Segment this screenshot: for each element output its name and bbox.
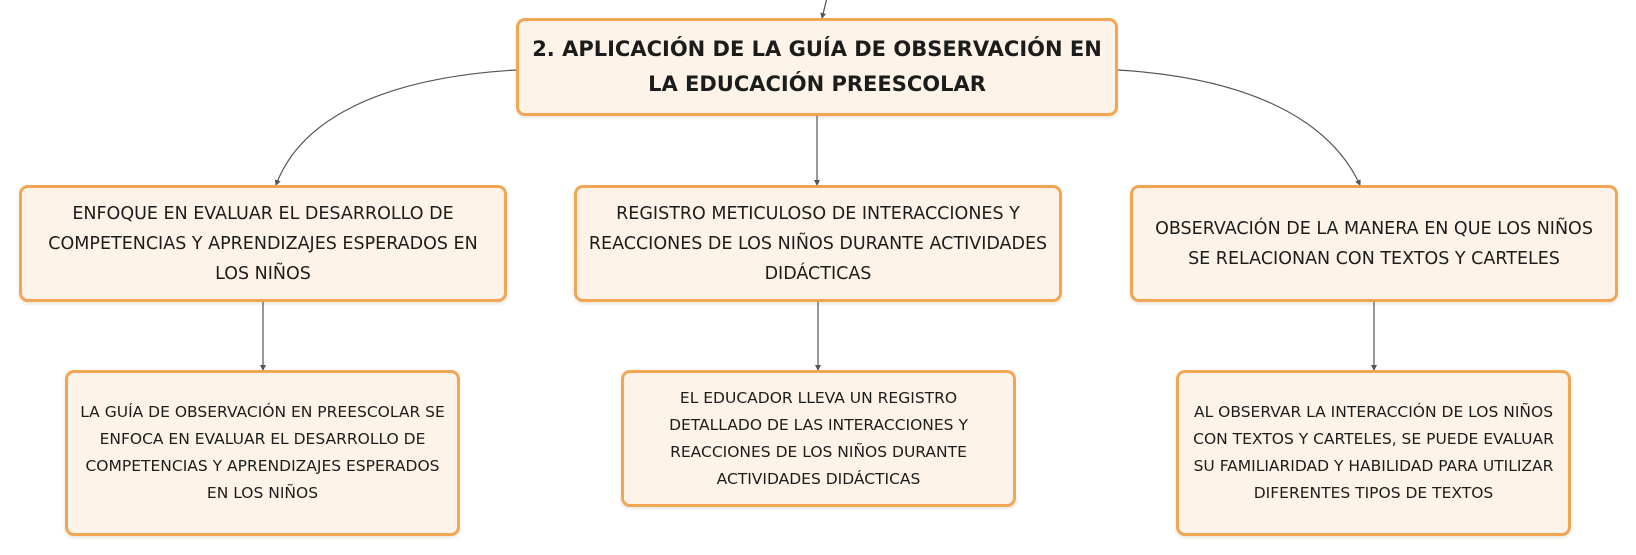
branch-topic-interaction-record[interactable] <box>574 185 1062 302</box>
detail-topic-label: EL EDUCADOR LLEVA UN REGISTRO DETALLADO DE LAS INTERACCIONES Y REACCIONES DE LOS NIÑOS DURANTE ACTIVIDADES DIDÁCTICAS <box>669 388 968 488</box>
detail-topic-label: AL OBSERVAR LA INTERACCIÓN DE LOS NIÑOS CON TEXTOS Y CARTELES, SE PUEDE EVALUAR SU FAMILIARIDAD Y HABILIDAD PARA UTILIZAR DIFERENTES TIPOS DE TEXTOS <box>1193 403 1554 502</box>
incoming-connector <box>822 0 827 18</box>
detail-topic-label: LA GUÍA DE OBSERVACIÓN EN PREESCOLAR SE ENFOCA EN EVALUAR EL DESARROLLO DE COMPETENCIAS Y APRENDIZAJES ESPERADOS EN LOS NIÑOS <box>80 403 445 502</box>
branch-topic-label: ENFOQUE EN EVALUAR EL DESARROLLO DE COMPETENCIAS Y APRENDIZAJES ESPERADOS EN LOS NIÑOS <box>48 203 478 284</box>
root-topic-label: 2. APLICACIÓN DE LA GUÍA DE OBSERVACIÓN EN LA EDUCACIÓN PREESCOLAR <box>532 37 1102 96</box>
detail-topic-evaluation-focus[interactable] <box>65 370 460 536</box>
connector-root-to-branch-3 <box>1118 70 1360 185</box>
branch-topic-text-observation[interactable] <box>1130 185 1618 302</box>
root-topic[interactable] <box>516 18 1118 116</box>
branch-topic-label: REGISTRO METICULOSO DE INTERACCIONES Y REACCIONES DE LOS NIÑOS DURANTE ACTIVIDADES DIDÁCTICAS <box>588 203 1048 284</box>
branch-topic-label: OBSERVACIÓN DE LA MANERA EN QUE LOS NIÑOS SE RELACIONAN CON TEXTOS Y CARTELES <box>1155 218 1593 269</box>
branch-topic-evaluation-focus[interactable] <box>19 185 507 302</box>
connector-root-to-branch-1 <box>276 70 516 185</box>
detail-topic-text-observation[interactable] <box>1176 370 1571 536</box>
detail-topic-interaction-record[interactable] <box>621 370 1016 507</box>
